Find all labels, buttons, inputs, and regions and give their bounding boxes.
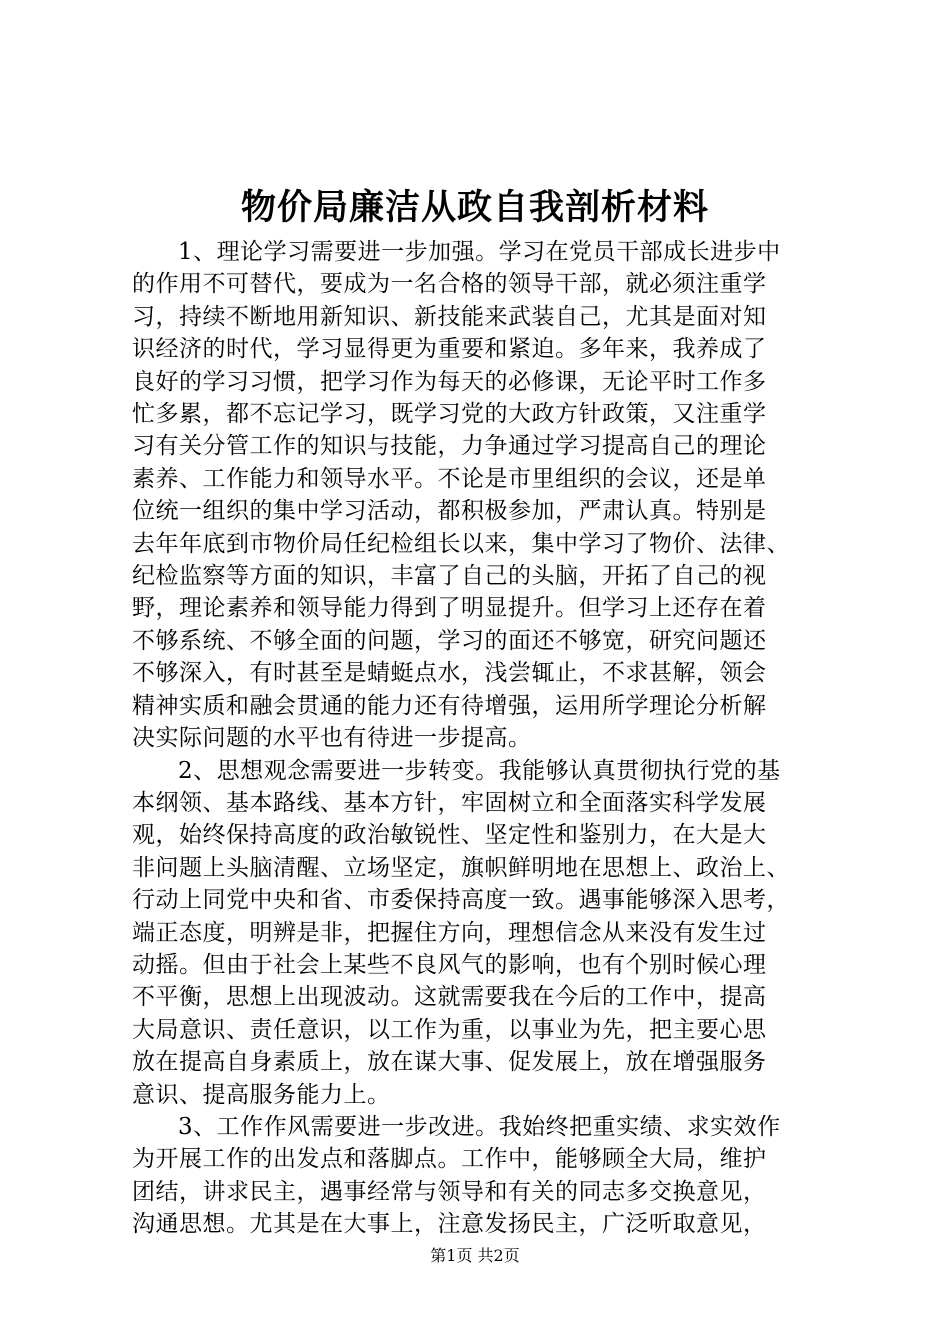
paragraph-line: 非问题上头脑清醒、立场坚定，旗帜鲜明地在思想上、政治上、 [132, 854, 790, 881]
paragraph-line: 观，始终保持高度的政治敏锐性、坚定性和鉴别力，在大是大 [132, 822, 767, 849]
document-title: 物价局廉洁从政自我剖析材料 [240, 187, 709, 228]
paragraph-line: 不平衡，思想上出现波动。这就需要我在今后的工作中，提高 [132, 984, 767, 1011]
page-footer: 第1页 共2页 [430, 1246, 520, 1265]
paragraph-line: 行动上同党中央和省、市委保持高度一致。遇事能够深入思考， [132, 887, 790, 914]
paragraph-line: 位统一组织的集中学习活动，都积极参加，严肃认真。特别是 [132, 498, 767, 525]
paragraph-1 [132, 236, 832, 755]
paragraph-line: 3、工作作风需要进一步改进。我始终把重实绩、求实效作 [178, 1113, 781, 1140]
paragraph-line: 去年年底到市物价局任纪检组长以来，集中学习了物价、法律、 [132, 530, 790, 557]
paragraph-line: 不够深入，有时甚至是蜻蜓点水，浅尝辄止，不求甚解，领会 [132, 660, 767, 687]
paragraph-line: 团结，讲求民主，遇事经常与领导和有关的同志多交换意见， [132, 1178, 767, 1205]
paragraph-line: 不够系统、不够全面的问题，学习的面还不够宽，研究问题还 [132, 627, 767, 654]
paragraph-line: 为开展工作的出发点和落脚点。工作中，能够顾全大局，维护 [132, 1146, 767, 1173]
paragraph-3 [132, 1111, 832, 1241]
paragraph-line: 习有关分管工作的知识与技能，力争通过学习提高自己的理论 [132, 433, 767, 460]
paragraph-line: 沟通思想。尤其是在大事上，注意发扬民主，广泛听取意见， [132, 1211, 767, 1238]
document-body [132, 236, 832, 1241]
paragraph-line: 本纲领、基本路线、基本方针，牢固树立和全面落实科学发展 [132, 789, 767, 816]
paragraph-line: 识经济的时代，学习显得更为重要和紧迫。多年来，我养成了 [132, 336, 767, 363]
paragraph-line: 忙多累，都不忘记学习，既学习党的大政方针政策，又注重学 [132, 401, 767, 428]
paragraph-line: 精神实质和融会贯通的能力还有待增强，运用所学理论分析解 [132, 692, 767, 719]
paragraph-line: 动摇。但由于社会上某些不良风气的影响，也有个别时候心理 [132, 951, 767, 978]
paragraph-line: 纪检监察等方面的知识，丰富了自己的头脑，开拓了自己的视 [132, 563, 767, 590]
paragraph-line: 2、思想观念需要进一步转变。我能够认真贯彻执行党的基 [178, 757, 781, 784]
paragraph-line: 决实际问题的水平也有待进一步提高。 [132, 725, 532, 752]
paragraph-2 [132, 755, 832, 1111]
paragraph-line: 放在提高自身素质上，放在谋大事、促发展上，放在增强服务 [132, 1049, 767, 1076]
paragraph-line: 良好的学习习惯，把学习作为每天的必修课，无论平时工作多 [132, 368, 767, 395]
paragraph-line: 习，持续不断地用新知识、新技能来武装自己，尤其是面对知 [132, 303, 767, 330]
paragraph-line: 的作用不可替代，要成为一名合格的领导干部，就必须注重学 [132, 271, 767, 298]
paragraph-line: 1、理论学习需要进一步加强。学习在党员干部成长进步中 [178, 239, 781, 265]
paragraph-line: 大局意识、责任意识，以工作为重，以事业为先，把主要心思 [132, 1016, 767, 1043]
paragraph-line: 意识、提高服务能力上。 [132, 1081, 391, 1108]
paragraph-line: 端正态度，明辨是非，把握住方向，理想信念从来没有发生过 [132, 919, 767, 946]
paragraph-line: 野，理论素养和领导能力得到了明显提升。但学习上还存在着 [132, 595, 767, 622]
paragraph-line: 素养、工作能力和领导水平。不论是市里组织的会议，还是单 [132, 465, 767, 492]
